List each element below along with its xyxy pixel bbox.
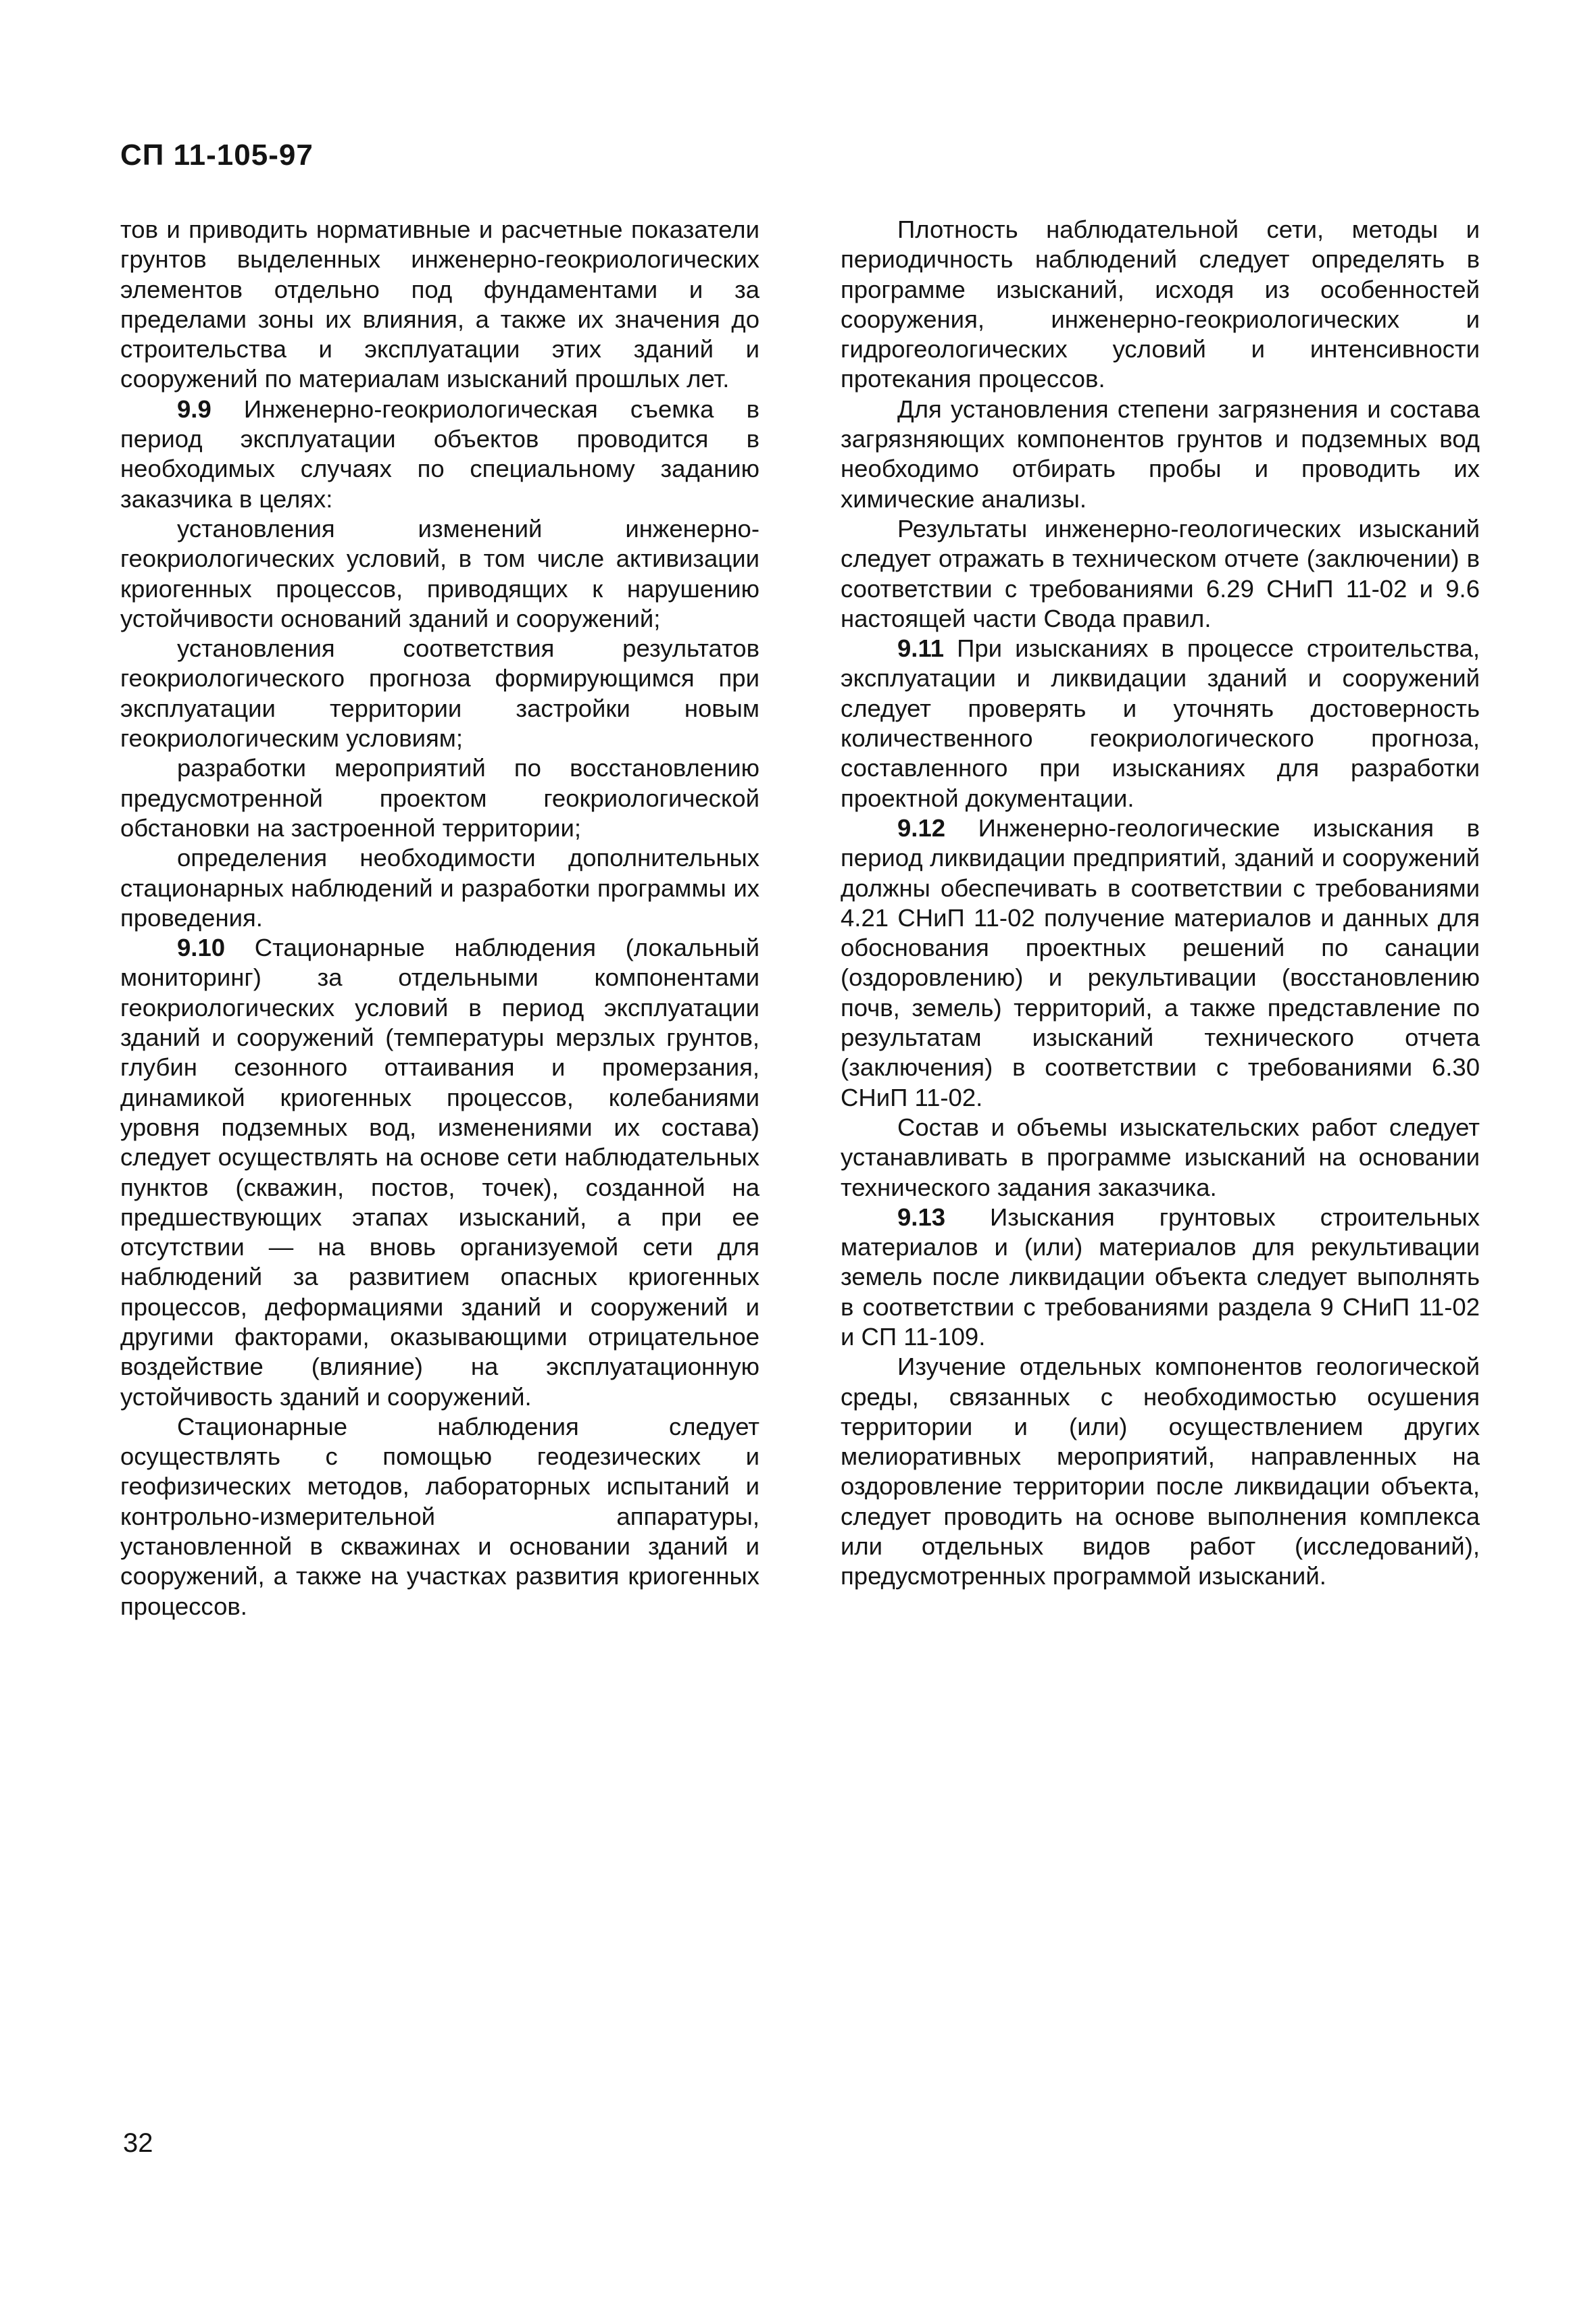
paragraph-text: Инженерно-геологические изыскания в период ликвидации предприятий, зданий и сооружений должны обеспечивать в соответствии с требованиями 4.21 СНиП 11-02 получение материалов и данных для обоснования проектных решений по санации (оздоровлению) и рекультивации (восстановлению почв, земель) территорий, а также представление по результатам изысканий технического отчета (заключения) в соответствии с требованиями 6.30 СНиП 11-02. xyxy=(841,813,1480,1111)
left-text-column xyxy=(120,215,759,1621)
paragraph-text: Инженерно-геокриологическая съемка в период эксплуатации объектов проводится в необходимых случаях по специальному заданию заказчика в целях: xyxy=(120,395,759,513)
paragraph-9-9 xyxy=(120,395,759,514)
section-number: 9.10 xyxy=(177,934,226,962)
section-number: 9.12 xyxy=(897,813,946,842)
paragraph: Стационарные наблюдения следует осуществлять с помощью геодезических и геофизических методов, лабораторных испытаний и контрольно-измерительной аппаратуры, установленной в скважинах и основании зданий и сооружений, а также на участках развития криогенных процессов. xyxy=(120,1412,759,1620)
paragraph-9-10 xyxy=(120,933,759,1412)
paragraph-text: Стационарные наблюдения (локальный мониторинг) за отдельными компонентами геокриологических условий в период эксплуатации зданий и сооружений (температуры мерзлых грунтов, глубин сезонного оттаивания и промерзания, динамикой криогенных процессов, колебаниями уровня подземных вод, изменениями их состава) следует осуществлять на основе сети наблюдательных пунктов (скважин, постов, точек), созданной на предшествующих этапах изысканий, а при ее отсутствии — на вновь организуемой сети для наблюдений за развитием опасных криогенных процессов, деформациями зданий и сооружений и другими факторами, оказывающими отрицательное воздействие (влияние) на эксплуатационную устойчивость зданий и сооружений. xyxy=(120,934,759,1411)
paragraph-text: При изысканиях в процессе строительства, эксплуатации и ликвидации зданий и сооружений следует проверять и уточнять достоверность количественного геокриологического прогноза, составленного при изысканиях для разработки проектной документации. xyxy=(841,634,1480,812)
list-item-purpose: разработки мероприятий по восстановлению предусмотренной проектом геокриологической обстановки на застроенной территории; xyxy=(120,754,759,842)
paragraph-9-12 xyxy=(841,813,1480,1113)
right-text-column xyxy=(841,215,1480,1592)
list-item-purpose: определения необходимости дополнительных стационарных наблюдений и разработки программы их проведения. xyxy=(120,844,759,932)
paragraph-text: Изыскания грунтовых строительных материалов и (или) материалов для рекультивации земель после ликвидации объекта следует выполнять в соответствии с требованиями раздела 9 СНиП 11-02 и СП 11-109. xyxy=(841,1203,1480,1351)
section-number: 9.13 xyxy=(897,1203,946,1231)
list-item-purpose: установления изменений инженерно-геокриологических условий, в том числе активизации криогенных процессов, приводящих к нарушению устойчивости оснований зданий и сооружений; xyxy=(120,514,759,632)
paragraph: Состав и объемы изыскательских работ следует устанавливать в программе изысканий на основании технического задания заказчика. xyxy=(841,1113,1480,1201)
paragraph: Изучение отдельных компонентов геологической среды, связанных с необходимостью осушения территории и (или) осуществлением других мелиоративных мероприятий, направленных на оздоровление территории после ликвидации объекта, следует проводить на основе выполнения комплекса или отдельных видов работ (исследований), предусмотренных программой изысканий. xyxy=(841,1353,1480,1590)
paragraph-9-13 xyxy=(841,1203,1480,1352)
paragraph: Результаты инженерно-геологических изысканий следует отражать в техническом отчете (заключении) в соответствии с требованиями 6.29 СНиП 11-02 и 9.6 настоящей части Свода правил. xyxy=(841,514,1480,632)
paragraph-9-11 xyxy=(841,634,1480,813)
paragraph: Плотность наблюдательной сети, методы и периодичность наблюдений следует определять в программе изысканий, исходя из особенностей сооружения, инженерно-геокриологических и гидрогеологических условий и интенсивности протекания процессов. xyxy=(841,216,1480,393)
section-number: 9.11 xyxy=(897,634,945,663)
page-number: 32 xyxy=(123,2128,153,2158)
list-item-purpose: установления соответствия результатов геокриологического прогноза формирующимся при эксплуатации территории застройки новым геокриологическим условиям; xyxy=(120,634,759,753)
paragraph-continuation: тов и приводить нормативные и расчетные показатели грунтов выделенных инженерно-геокриологических элементов отдельно под фундаментами и за пределами зоны их влияния, а также их значения до строительства и эксплуатации этих зданий и сооружений по материалам изысканий прошлых лет. xyxy=(120,216,759,393)
section-number: 9.9 xyxy=(177,395,211,423)
paragraph: Для установления степени загрязнения и состава загрязняющих компонентов грунтов и подземных вод необходимо отбирать пробы и проводить их химические анализы. xyxy=(841,395,1480,513)
document-code-header: СП 11-105-97 xyxy=(120,139,314,172)
